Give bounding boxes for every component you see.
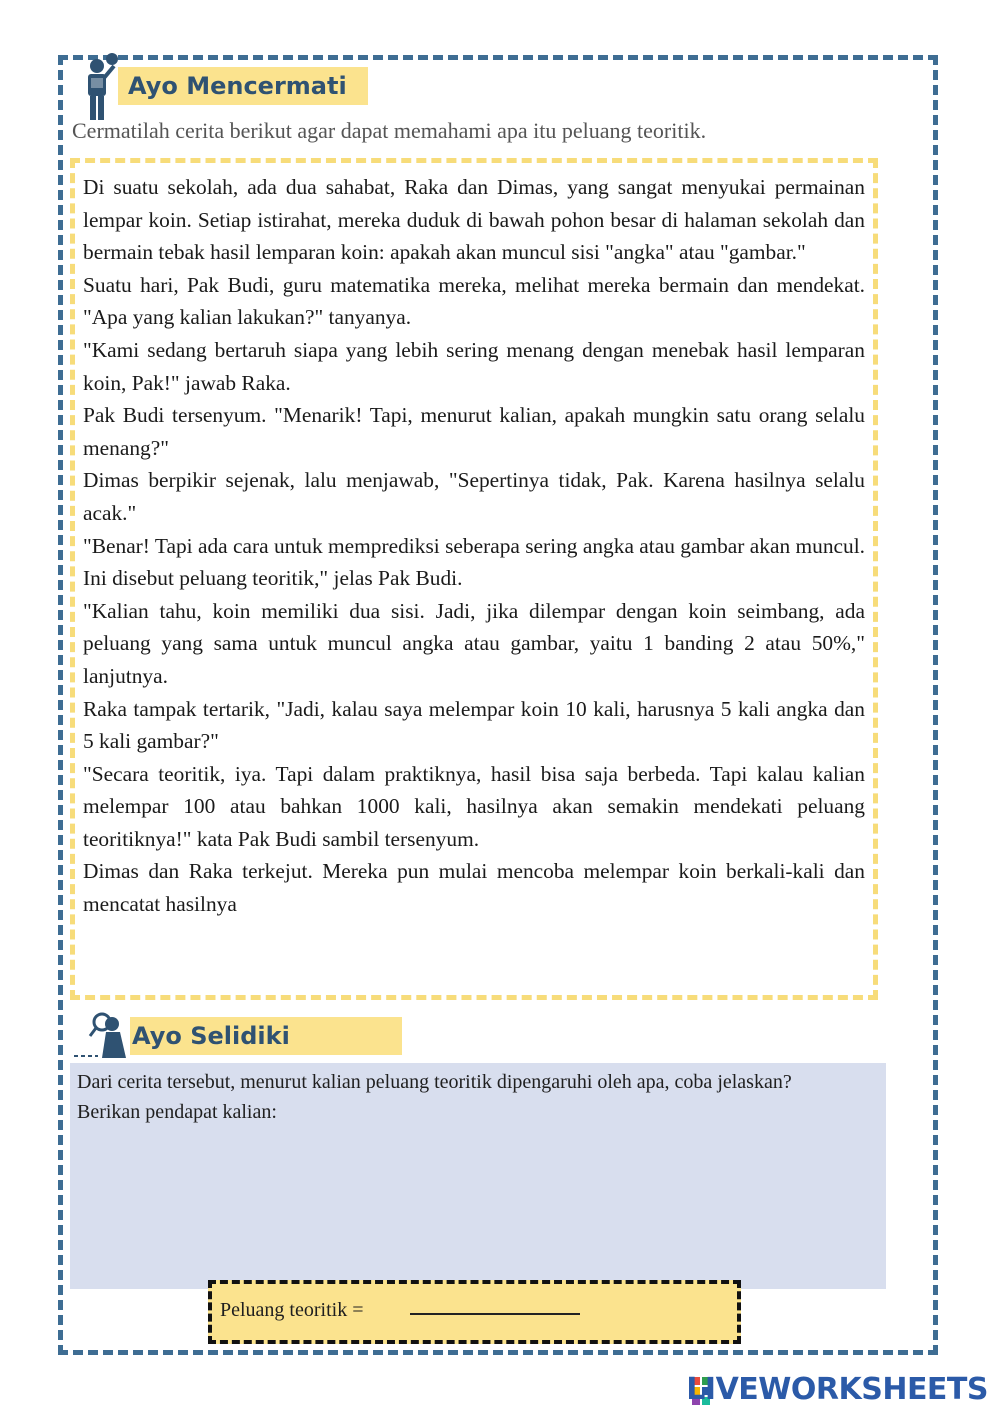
story-text: [83, 171, 865, 921]
formula-label: Peluang teoritik =: [220, 1299, 364, 1321]
story-paragraph: "Kami sedang bertaruh siapa yang lebih sering menang dengan menebak hasil lemparan koin, Pak!" jawab Raka.: [83, 337, 865, 395]
section-title-ayo-selidiki: Ayo Selidiki: [130, 1017, 402, 1055]
story-paragraph: "Benar! Tapi ada cara untuk memprediksi seberapa sering angka atau gambar akan muncul. Ini disebut peluang teoritik," jelas Pak Budi.: [83, 533, 865, 591]
question-text: Dari cerita tersebut, menurut kalian peluang teoritik dipengaruhi oleh apa, coba jelaskan?: [77, 1071, 792, 1093]
formula-box: [208, 1280, 741, 1344]
story-paragraph: "Secara teoritik, iya. Tapi dalam praktiknya, hasil bisa saja berbeda. Tapi kalau kalian melempar 100 atau bahkan 1000 kali, hasilnya akan semakin mendekati peluang teoritiknya!" kata Pak Budi sambil tersenyum.: [83, 761, 865, 851]
detective-magnifier-icon: [72, 1010, 134, 1062]
story-paragraph: Raka tampak tertarik, "Jadi, kalau saya melempar koin 10 kali, harusnya 5 kali angka dan 5 kali gambar?": [83, 696, 865, 754]
section-title-ayo-mencermati: Ayo Mencermati: [118, 67, 368, 105]
story-paragraph: Pak Budi tersenyum. "Menarik! Tapi, menurut kalian, apakah mungkin satu orang selalu menang?": [83, 403, 865, 460]
story-paragraph: Suatu hari, Pak Budi, guru matematika mereka, melihat mereka bermain dan mendekat. "Apa yang kalian lakukan?" tanyanya.: [83, 272, 865, 330]
answer-panel[interactable]: [70, 1063, 886, 1289]
story-paragraph: Dimas dan Raka terkejut. Mereka pun mulai mencoba melempar koin berkali-kali dan mencatat hasilnya: [83, 859, 865, 917]
brand-wordmark: LIVEWORKSHEETS: [686, 1372, 988, 1407]
intro-text: Cermatilah cerita berikut agar dapat memahami apa itu peluang teoritik.: [72, 118, 707, 143]
story-paragraph: "Kalian tahu, koin memiliki dua sisi. Jadi, jika dilempar dengan koin seimbang, ada peluang yang sama untuk muncul angka atau gambar, yaitu 1 banding 2 atau 50%," lanjutnya.: [83, 598, 865, 688]
formula-answer-line[interactable]: [410, 1313, 580, 1315]
story-paragraph: Dimas berpikir sejenak, lalu menjawab, "Sepertinya tidak, Pak. Karena hasilnya selalu acak.": [83, 468, 865, 525]
story-paragraph: Di suatu sekolah, ada dua sahabat, Raka dan Dimas, yang sangat menyukai permainan lempar koin. Setiap istirahat, mereka duduk di bawah pohon besar di halaman sekolah dan bermain tebak hasil lemparan koin: apakah akan muncul sisi "angka" atau "gambar.": [83, 175, 865, 265]
prompt-text: Berikan pendapat kalian:: [77, 1101, 277, 1123]
story-box: [70, 158, 878, 1000]
